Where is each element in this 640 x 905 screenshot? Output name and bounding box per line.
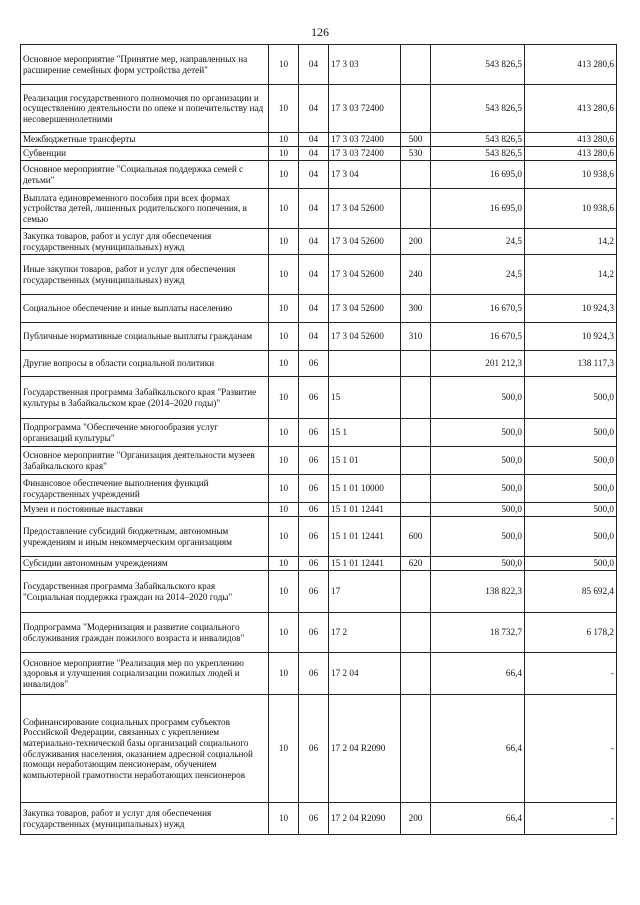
target-article-code: 17 3 04 52600 <box>329 229 401 255</box>
target-article-code: 17 2 04 <box>329 653 401 695</box>
target-article-code: 17 3 04 52600 <box>329 255 401 295</box>
row-description: Выплата единовременного пособия при всех формах устройства детей, лишенных родительского попечения, в семью <box>21 189 269 229</box>
table-row <box>21 147 617 161</box>
target-article-code: 17 2 04 R2090 <box>329 803 401 835</box>
subsection-code: 06 <box>299 695 329 803</box>
amount-executed: 6 178,2 <box>525 613 617 653</box>
amount-approved: 500,0 <box>431 377 525 419</box>
target-article-code: 17 3 04 52600 <box>329 295 401 323</box>
table-row <box>21 803 617 835</box>
target-article-code: 15 1 <box>329 419 401 447</box>
amount-approved: 16 670,5 <box>431 295 525 323</box>
row-description: Основное мероприятие "Реализация мер по укреплению здоровья и улучшения социализации пожилых людей и инвалидов" <box>21 653 269 695</box>
expense-type-code: 620 <box>401 557 431 571</box>
expense-type-code: 530 <box>401 147 431 161</box>
amount-executed: 500,0 <box>525 447 617 475</box>
table-row <box>21 189 617 229</box>
section-code: 10 <box>269 695 299 803</box>
table-row <box>21 419 617 447</box>
row-description: Музеи и постоянные выставки <box>21 503 269 517</box>
subsection-code: 04 <box>299 255 329 295</box>
table-row <box>21 475 617 503</box>
table-row <box>21 229 617 255</box>
target-article-code: 17 <box>329 571 401 613</box>
target-article-code: 17 3 03 <box>329 45 401 85</box>
amount-approved: 500,0 <box>431 503 525 517</box>
section-code: 10 <box>269 147 299 161</box>
section-code: 10 <box>269 557 299 571</box>
amount-executed: 10 924,3 <box>525 295 617 323</box>
table-row <box>21 255 617 295</box>
expense-type-code: 240 <box>401 255 431 295</box>
table-row <box>21 571 617 613</box>
row-description: Субсидии автономным учреждениям <box>21 557 269 571</box>
row-description: Публичные нормативные социальные выплаты гражданам <box>21 323 269 351</box>
section-code: 10 <box>269 419 299 447</box>
row-description: Подпрограмма "Модернизация и развитие социального обслуживания граждан пожилого возраста и инвалидов" <box>21 613 269 653</box>
amount-executed: 413 280,6 <box>525 133 617 147</box>
amount-approved: 543 826,5 <box>431 147 525 161</box>
amount-executed: - <box>525 695 617 803</box>
row-description: Финансовое обеспечение выполнения функций государственных учреждений <box>21 475 269 503</box>
table-row <box>21 557 617 571</box>
expense-type-code: 600 <box>401 517 431 557</box>
expense-type-code: 200 <box>401 803 431 835</box>
target-article-code: 17 2 <box>329 613 401 653</box>
section-code: 10 <box>269 613 299 653</box>
subsection-code: 06 <box>299 517 329 557</box>
section-code: 10 <box>269 351 299 377</box>
amount-executed: 14,2 <box>525 229 617 255</box>
amount-executed: 10 938,6 <box>525 161 617 189</box>
target-article-code: 17 3 03 72400 <box>329 147 401 161</box>
expense-type-code <box>401 503 431 517</box>
subsection-code: 04 <box>299 45 329 85</box>
subsection-code: 06 <box>299 803 329 835</box>
target-article-code: 15 1 01 12441 <box>329 557 401 571</box>
row-description: Закупка товаров, работ и услуг для обеспечения государственных (муниципальных) нужд <box>21 803 269 835</box>
table-row <box>21 653 617 695</box>
section-code: 10 <box>269 377 299 419</box>
target-article-code: 17 3 03 72400 <box>329 85 401 133</box>
subsection-code: 06 <box>299 419 329 447</box>
target-article-code: 17 3 04 <box>329 161 401 189</box>
table-row <box>21 503 617 517</box>
table-row <box>21 45 617 85</box>
section-code: 10 <box>269 133 299 147</box>
section-code: 10 <box>269 255 299 295</box>
subsection-code: 06 <box>299 653 329 695</box>
amount-executed: 500,0 <box>525 557 617 571</box>
subsection-code: 04 <box>299 147 329 161</box>
target-article-code: 15 1 01 <box>329 447 401 475</box>
table-row <box>21 323 617 351</box>
page-number: 126 <box>311 25 329 39</box>
expense-type-code <box>401 613 431 653</box>
table-row <box>21 351 617 377</box>
amount-executed: 138 117,3 <box>525 351 617 377</box>
expense-type-code <box>401 189 431 229</box>
amount-approved: 16 695,0 <box>431 161 525 189</box>
table-body <box>21 45 617 835</box>
amount-executed: 10 924,3 <box>525 323 617 351</box>
amount-executed: 413 280,6 <box>525 85 617 133</box>
subsection-code: 04 <box>299 133 329 147</box>
expense-type-code <box>401 653 431 695</box>
expense-type-code <box>401 447 431 475</box>
subsection-code: 06 <box>299 377 329 419</box>
expense-type-code: 500 <box>401 133 431 147</box>
amount-approved: 500,0 <box>431 419 525 447</box>
target-article-code: 15 1 01 12441 <box>329 503 401 517</box>
row-description: Государственная программа Забайкальского края "Развитие культуры в Забайкальском крае (2014–2020 годы)" <box>21 377 269 419</box>
row-description: Межбюджетные трансферты <box>21 133 269 147</box>
row-description: Другие вопросы в области социальной политики <box>21 351 269 377</box>
amount-executed: 500,0 <box>525 503 617 517</box>
expense-type-code <box>401 571 431 613</box>
expense-type-code <box>401 419 431 447</box>
subsection-code: 04 <box>299 161 329 189</box>
subsection-code: 06 <box>299 447 329 475</box>
section-code: 10 <box>269 189 299 229</box>
expense-type-code <box>401 351 431 377</box>
amount-approved: 16 670,5 <box>431 323 525 351</box>
subsection-code: 06 <box>299 475 329 503</box>
row-description: Основное мероприятие "Принятие мер, направленных на расширение семейных форм устройства детей" <box>21 45 269 85</box>
table-row <box>21 517 617 557</box>
section-code: 10 <box>269 323 299 351</box>
section-code: 10 <box>269 161 299 189</box>
amount-approved: 201 212,3 <box>431 351 525 377</box>
amount-approved: 18 732,7 <box>431 613 525 653</box>
table-row <box>21 85 617 133</box>
amount-executed: 10 938,6 <box>525 189 617 229</box>
amount-approved: 500,0 <box>431 517 525 557</box>
amount-executed: - <box>525 803 617 835</box>
amount-approved: 543 826,5 <box>431 133 525 147</box>
subsection-code: 06 <box>299 557 329 571</box>
table-row <box>21 161 617 189</box>
expense-type-code: 300 <box>401 295 431 323</box>
target-article-code <box>329 351 401 377</box>
table-row <box>21 695 617 803</box>
table-row <box>21 377 617 419</box>
amount-executed: 500,0 <box>525 475 617 503</box>
amount-executed: - <box>525 653 617 695</box>
row-description: Субвенции <box>21 147 269 161</box>
amount-executed: 85 692,4 <box>525 571 617 613</box>
row-description: Социальное обеспечение и иные выплаты населению <box>21 295 269 323</box>
section-code: 10 <box>269 295 299 323</box>
target-article-code: 15 <box>329 377 401 419</box>
target-article-code: 17 3 04 52600 <box>329 189 401 229</box>
section-code: 10 <box>269 85 299 133</box>
section-code: 10 <box>269 229 299 255</box>
subsection-code: 04 <box>299 85 329 133</box>
expense-type-code <box>401 475 431 503</box>
row-description: Основное мероприятие "Социальная поддержка семей с детьми" <box>21 161 269 189</box>
amount-approved: 16 695,0 <box>431 189 525 229</box>
subsection-code: 04 <box>299 323 329 351</box>
row-description: Основное мероприятие "Организация деятельности музеев Забайкальского края" <box>21 447 269 475</box>
target-article-code: 17 2 04 R2090 <box>329 695 401 803</box>
subsection-code: 06 <box>299 613 329 653</box>
amount-approved: 543 826,5 <box>431 85 525 133</box>
section-code: 10 <box>269 653 299 695</box>
subsection-code: 04 <box>299 189 329 229</box>
target-article-code: 17 3 03 72400 <box>329 133 401 147</box>
target-article-code: 17 3 04 52600 <box>329 323 401 351</box>
section-code: 10 <box>269 475 299 503</box>
amount-executed: 413 280,6 <box>525 147 617 161</box>
amount-approved: 24,5 <box>431 229 525 255</box>
expense-type-code <box>401 45 431 85</box>
section-code: 10 <box>269 571 299 613</box>
subsection-code: 04 <box>299 295 329 323</box>
amount-approved: 500,0 <box>431 447 525 475</box>
table-row <box>21 447 617 475</box>
amount-executed: 500,0 <box>525 419 617 447</box>
row-description: Государственная программа Забайкальского края "Социальная поддержка граждан на 2014–2020 годы" <box>21 571 269 613</box>
amount-executed: 500,0 <box>525 517 617 557</box>
amount-executed: 14,2 <box>525 255 617 295</box>
table-row <box>21 613 617 653</box>
row-description: Софинансирование социальных программ субъектов Российской Федерации, связанных с укреплением материально-технической базы организаций социального обслуживания населения, оказанием адресной социальной помощи неработающим пенсионерам, обучением компьютерной грамотности неработающих пенсионеров <box>21 695 269 803</box>
amount-approved: 138 822,3 <box>431 571 525 613</box>
row-description: Подпрограмма "Обеспечение многообразия услуг организаций культуры" <box>21 419 269 447</box>
section-code: 10 <box>269 503 299 517</box>
expense-type-code: 200 <box>401 229 431 255</box>
amount-approved: 500,0 <box>431 557 525 571</box>
amount-approved: 24,5 <box>431 255 525 295</box>
table-row <box>21 133 617 147</box>
section-code: 10 <box>269 517 299 557</box>
section-code: 10 <box>269 45 299 85</box>
row-description: Закупка товаров, работ и услуг для обеспечения государственных (муниципальных) нужд <box>21 229 269 255</box>
expense-type-code: 310 <box>401 323 431 351</box>
target-article-code: 15 1 01 12441 <box>329 517 401 557</box>
amount-approved: 500,0 <box>431 475 525 503</box>
amount-executed: 413 280,6 <box>525 45 617 85</box>
expense-type-code <box>401 695 431 803</box>
section-code: 10 <box>269 447 299 475</box>
expense-type-code <box>401 377 431 419</box>
row-description: Реализация государственного полномочия по организации и осуществлению деятельности по опеке и попечительству над несовершеннолетними <box>21 85 269 133</box>
subsection-code: 06 <box>299 503 329 517</box>
section-code: 10 <box>269 803 299 835</box>
subsection-code: 06 <box>299 571 329 613</box>
amount-executed: 500,0 <box>525 377 617 419</box>
table-row <box>21 295 617 323</box>
row-description: Предоставление субсидий бюджетным, автономным учреждениям и иным некоммерческим организациям <box>21 517 269 557</box>
subsection-code: 06 <box>299 351 329 377</box>
target-article-code: 15 1 01 10000 <box>329 475 401 503</box>
row-description: Иные закупки товаров, работ и услуг для обеспечения государственных (муниципальных) нужд <box>21 255 269 295</box>
amount-approved: 66,4 <box>431 803 525 835</box>
budget-table <box>20 44 617 835</box>
amount-approved: 543 826,5 <box>431 45 525 85</box>
subsection-code: 04 <box>299 229 329 255</box>
expense-type-code <box>401 161 431 189</box>
expense-type-code <box>401 85 431 133</box>
amount-approved: 66,4 <box>431 653 525 695</box>
amount-approved: 66,4 <box>431 695 525 803</box>
